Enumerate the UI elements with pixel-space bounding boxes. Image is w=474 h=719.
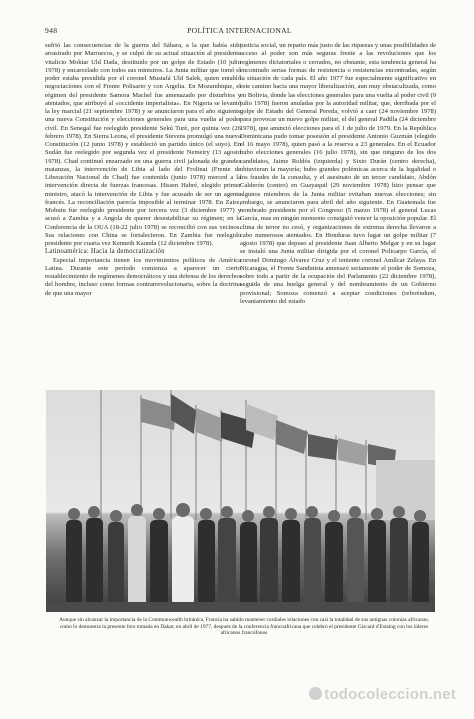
group-photo [46,390,435,612]
page-header [45,26,434,38]
left-column [45,42,241,378]
photo-caption: Aunque sin alcanzar la importancia de la Commonwealth británica, Francia ha sabido mantener cordiales relaciones con casi la totalidad de sus antiguas colonias africanas, como lo demuestra la presente foto tomada en Dakar, en abril de 1977, después de la conferencia francoafricana que celebró el presidente Giscard d'Estaing con los líderes africanos francófonos [59,617,429,637]
watermark [309,686,456,703]
running-title: POLÍTICA INTERNACIONAL [187,26,292,35]
body-paragraph: sufrió las consecuencias de la guerra del Sáhara, a la que había sido arrastrado por Marruecos, y se culpó de su actual situación al presidente vitalicio Moktar Uld Dada, destituido por un golpe de Estado (10 julio 1978) y encarcelado con todos sus ministros. La Junta militar que tomó el poder estaba presidida por el coronel Mustafá Uld Salek, quien entabló negociaciones con el Frente Polisario y con Argelia. En Mozambique, el régimen del presidente Samora Machel fue amenazado por disturbios y atentados, que atribuyó al «occidente imperialista». En Nigeria se levantó la ley marcial (21 septiembre 1978) y se anunciaron para el año siguiente una nueva Constitución y elecciones generales para una vuelta al poder civil. En Senegal fue reelegido presidente Sekú Turé, por quinta vez (26 febrero 1978). En Sierra Leona, el presidente Stevens promulgó una nueva Constitución (12 junio 1978) y estableció un partido único (el suyo). En Sudán fue reelegido por segunda vez el presidente Nemeiry (13 agosto 1978). Chad continuó enzarzado en una guerra civil jalonada de grandes matanzas, la intervención de Libia al lado del Frolinat (Frente de Liberación Nacional de Chad) fue contenida (junio 1978) merced a la intervención directa de fuerzas francesas. Hissen Habré, elegido primer ministro, atacó la intervención de Libia y fue acusado de ser un agente francés. La reconciliación parecía imposible al terminar 1978. En Zaire, Mobutu fue reelegido presidente por tercera vez (3 diciembre 1977) y acusó a Zambia y a Angola de querer desestabilizar su régimen; en la Conferencia de la OUA (18-22 julio 1978) se reconcilió con sus vecinos. Sus relaciones con China se fortalecieron. En Zambia fue reelegido presidente por cuarta vez Kenneth Kaunda (12 diciembre 1978). [45,42,241,247]
watermark-text: todocoleccion.net [324,686,456,703]
section-heading: Latinoamérica: Hacia la democratización [45,248,165,256]
watermark-logo-icon [309,687,322,700]
body-paragraph: justicia social, un reparto más justo de las riquezas y unas posibilidades de acceso al poder son más seguras frente a las revoluciones que los regímenes dictatoriales o cerrados, no obstante, esta tendencia general ha encontrado serias formas de resistencia o resistencias encontradas, según la situación de cada país. El año 1977 fue especialmente significativo en este camino hacia una mayor liberalización, aun muy obstaculizada, como en Bolivia, donde las elecciones generales para una vuelta al poder civil (9 julio 1978) fueron anuladas por la autoridad militar, que, derribada por el golpe de Estado del General Pereda, volvió a caer (24 noviembre 1978) para provocar un nuevo golpe militar, el del general Padilla (24 diciembre 1978), que anunció elecciones para el 1 de julio de 1979. En la República Dominicana pudo tomar posesión el presidente Antonio Guzmán (elegido el 16 mayo 1978), quien pasó a la reserva a 23 generales. En el Ecuador hubo elecciones generales (16 julio 1978), sin que ninguno de los dos candidatos, Jaime Roldós (izquierda) y Sixto Durán (centro derecha), obtuvieran la mayoría; hubo grandes polémicas acerca de la legalidad o los fraudes de la consulta, y el asesinato de un tercer candidato, Abdón Calderón (centro) en Guayaquil (29 noviembre 1978) hizo pensar que algunos miembros de la Junta militar evitaban nuevas elecciones; sin embargo, se anunciaron para abril del año siguiente. En Guatemala fue nombrado presidente por el Congreso (5 marzo 1978) el general Lucas García, mas en ningún momento consiguió vencer la oposición popular. El clima de terror no cesó, y organizaciones de extrema derecha llevaron a cabo numerosos atentados. En Honduras tuvo lugar un golpe militar (7 agosto 1978) que depuso al presidente Juan Alberto Melgar y en su lugar se instaló una Junta militar dirigida por el coronel Policarpo García, el coronel Domingo Álvarez Cruz y el teniente coronel Amílcar Zelaya. En Nicaragua, el Frente Sandinista amenazó seriamente el poder de Somoza, sobre todo a partir de la ocupación del Parlamento (22 diciembre 1978), seguida de una huelga general y del nombramiento de un Gobierno provisional; Somoza comenzó a aceptar condiciones (referéndum, levantamiento del estado [240,42,436,305]
right-column [240,42,436,397]
body-paragraph: Especial importancia tienen los movimientos políticos de América Latina. Durante este período comienza a aparecer un cierto restablecimiento de regímenes democráticos y una defensa de los derechos del hombre, incluso como formas contrarrevolucionaria, sobre la doctrina de que una mayor [45,256,241,297]
page-number: 948 [45,26,58,35]
group-photo-illustration [46,390,435,612]
